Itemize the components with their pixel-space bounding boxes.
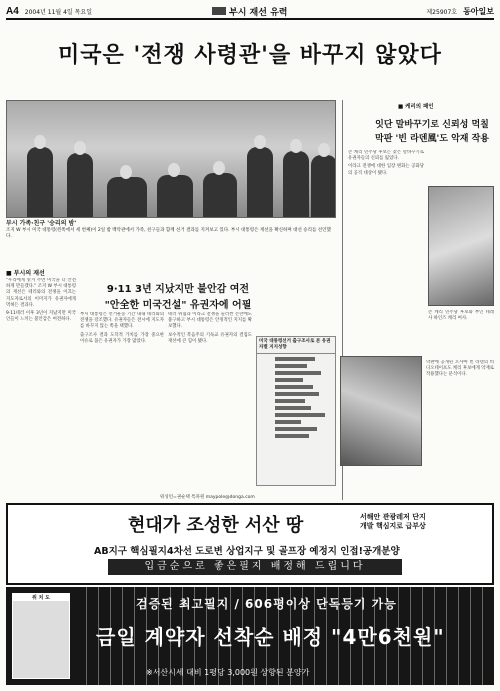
article-column-3: 테러 위협과 이라크 전쟁을 둘러싼 논란에도 불구하고 부시 대통령은 안정적인 지지를 확보했다. 보수적인 복음주의 기독교 유권자의 결집도 재선에 큰 힘이 됐다.: [168, 312, 252, 344]
poll-chart-box: [256, 336, 336, 486]
ad2-line-1: 검증된 최고필지 / 606평이상 단독등기 가능: [136, 597, 397, 611]
edition-number: 제25907호: [426, 8, 458, 16]
article-byline: 워싱턴=권순택 특파원 maypole@donga.com: [160, 495, 255, 500]
real-estate-ad-bottom: [6, 587, 494, 685]
right-article-column-2: 막판에 공개된 오사마 빈 라덴의 비디오테이프도 케리 후보에게 악재로 작용했다는 분석이다.: [426, 360, 494, 378]
real-estate-ad-top: [6, 503, 494, 585]
right-article-column-1: 존 케리 민주당 후보는 잦은 말바꾸기로 유권자들의 신뢰를 잃었다. 이라크 전쟁에 대한 입장 변화는 공화당의 공격 대상이 됐다.: [348, 150, 424, 176]
article-column-2: 부시 대통령은 선거운동 기간 내내 테러와의 전쟁을 강조했다. 유권자들은 전시에 지도자를 바꾸지 않는 쪽을 택했다. 출구조사 결과 도덕적 가치를 가장 중요한 이슈로 꼽은 유권자가 가장 많았다.: [80, 312, 164, 344]
ad-title: 현대가 조성한 서산 땅: [128, 515, 304, 536]
right-title-line-1: 잇단 말바꾸기로 신뢰성 먹칠: [375, 120, 489, 130]
ad-strip: 입금순으로 좋은필지 배정해 드립니다: [108, 559, 402, 575]
right-section-label: ■ 케리의 패인: [398, 104, 434, 110]
right-title-line-2: 막판 '빈 라덴風'도 악재 작용: [375, 134, 489, 144]
right-article-title: [368, 118, 496, 146]
poll-chart-title: 미국 대통령선거 출구조사로 본 유권자별 지지성향: [257, 337, 335, 354]
header-right: [426, 6, 494, 17]
lead-photo-caption: [6, 221, 336, 240]
page-header: [6, 4, 494, 20]
teresa-photo: [340, 356, 422, 466]
ad-side-line-1: 서해안 관광레저 단지: [360, 513, 426, 521]
location-map: [12, 593, 70, 679]
issue-date: 2004년 11월 4일 목요일: [24, 8, 93, 16]
section-label: 부시 재선 유력: [229, 7, 288, 18]
left-section-label: ■ 부시의 재선: [6, 270, 45, 277]
main-headline: 미국은 '전쟁 사령관'을 바꾸지 않았다: [58, 43, 442, 68]
section-title: [212, 5, 287, 18]
caption-label: 부시 가족·친구 '승리의 밤': [6, 220, 77, 227]
paper-logo: 동아일보: [463, 6, 494, 16]
ad-side-text: [360, 513, 426, 531]
ad2-line-3: ※서산시세 대비 1평당 3,000원 상향된 분양가: [146, 668, 310, 677]
ad-side-line-2: 개발 핵심지로 급부상: [360, 522, 426, 530]
ad-subtitle: AB지구 핵심필지4차선 도로변 상업지구 및 골프장 예정지 인접!공개분양: [94, 546, 400, 557]
kerry-photo: [428, 186, 494, 306]
article-subhead-1: 9·11 3년 지났지만 불안감 여전: [106, 284, 250, 295]
caption-text: 조지 W 부시 미국 대통령(왼쪽에서 세 번째)이 2일 밤 백악관에서 가족, 친구들과 함께 선거 결과를 지켜보고 있다. 부시 대통령은 재선을 확신하며 대선 승리를 선언했다.: [6, 228, 331, 239]
map-title: 위 치 도: [13, 594, 69, 601]
article-column-1: "우리에게 맡겨 주면 미국을 더 안전하게 만들겠다." 조지 W 부시 대통령의 재선은 테러와의 전쟁을 이끄는 지도자로서의 이미지가 유권자에게 먹혀든 결과다. 9·11테러 이후 3년이 지났지만 미국인들이 느끼는 불안감은 여전하다.: [6, 278, 76, 323]
ad2-line-2: 금일 계약자 선착순 배정 "4만6천원": [96, 625, 445, 649]
right-photo-caption: 존 케리 민주당 후보와 부인 테레사 하인즈 케리 여사.: [428, 310, 494, 322]
page-number: A4: [6, 5, 19, 17]
article-subhead-2: "안全한 미국건설" 유권자에 어필: [104, 300, 252, 311]
lead-photo: [6, 100, 336, 218]
section-flag-icon: [212, 7, 226, 15]
